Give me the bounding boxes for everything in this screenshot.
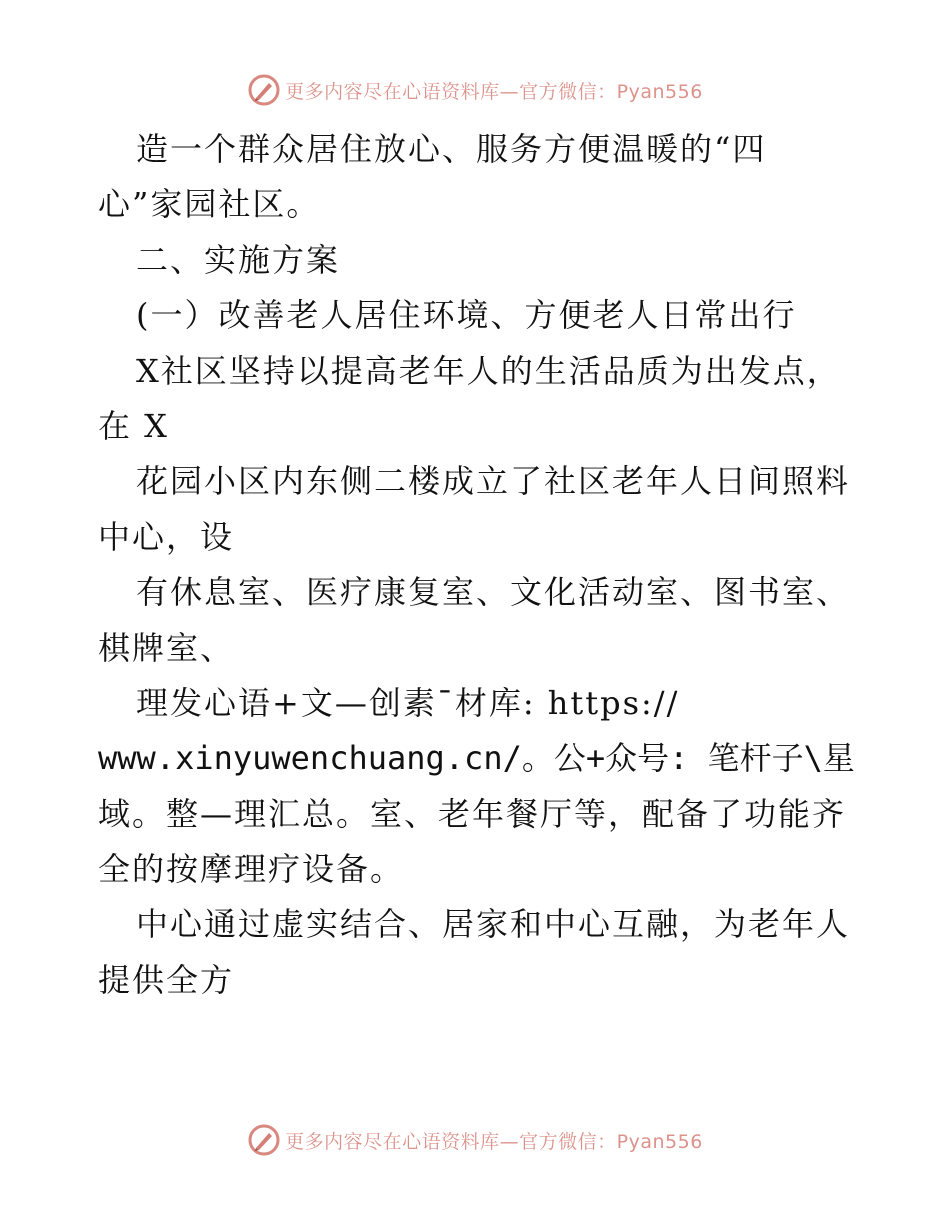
paragraph-line: 中心，设 (98, 517, 235, 556)
paragraph-line: 有休息室、医疗康复室、文化活动室、图书室、 (136, 573, 851, 612)
paragraph-line: 中心通过虚实结合、居家和中心互融，为老年人 (136, 905, 851, 944)
header-watermark-banner (0, 70, 950, 110)
paragraph-line: 在 X (98, 406, 169, 445)
header-watermark-text: 更多内容尽在心语资料库—官方微信：Pyan556 (285, 80, 703, 103)
paragraph-line: 全的按摩理疗设备。 (98, 850, 405, 889)
paragraph-line: 棋牌室、 (98, 628, 235, 667)
document-body (98, 122, 868, 1008)
paragraph-line: 心”家园社区。 (98, 185, 321, 224)
footer-watermark-text: 更多内容尽在心语资料库—官方微信：Pyan556 (285, 1130, 703, 1153)
subsection-heading: (一）改善老人居住环境、方便老人日常出行 (136, 296, 797, 335)
section-heading: 二、实施方案 (136, 240, 341, 279)
paragraph-line: 域。整—理汇总。室、老年餐厅等，配备了功能齐 (98, 794, 847, 833)
paragraph-line: 理发心语+文—创素¯材库: https:// (136, 683, 680, 722)
pen-logo-icon (247, 1123, 281, 1157)
paragraph-line: 提供全方 (98, 960, 235, 999)
paragraph-line: 花园小区内东侧二楼成立了社区老年人日间照料 (136, 462, 851, 501)
paragraph-line: X社区坚持以提高老年人的生活品质为出发点， (136, 351, 841, 390)
paragraph-line: 造一个群众居住放心、服务方便温暖的“四 (136, 130, 767, 168)
pen-logo-icon (247, 73, 281, 107)
paragraph-line: www.xinyuwenchuang.cn/。公+众号: 笔杆子\星 (98, 739, 855, 778)
footer-watermark-banner (0, 1120, 950, 1160)
